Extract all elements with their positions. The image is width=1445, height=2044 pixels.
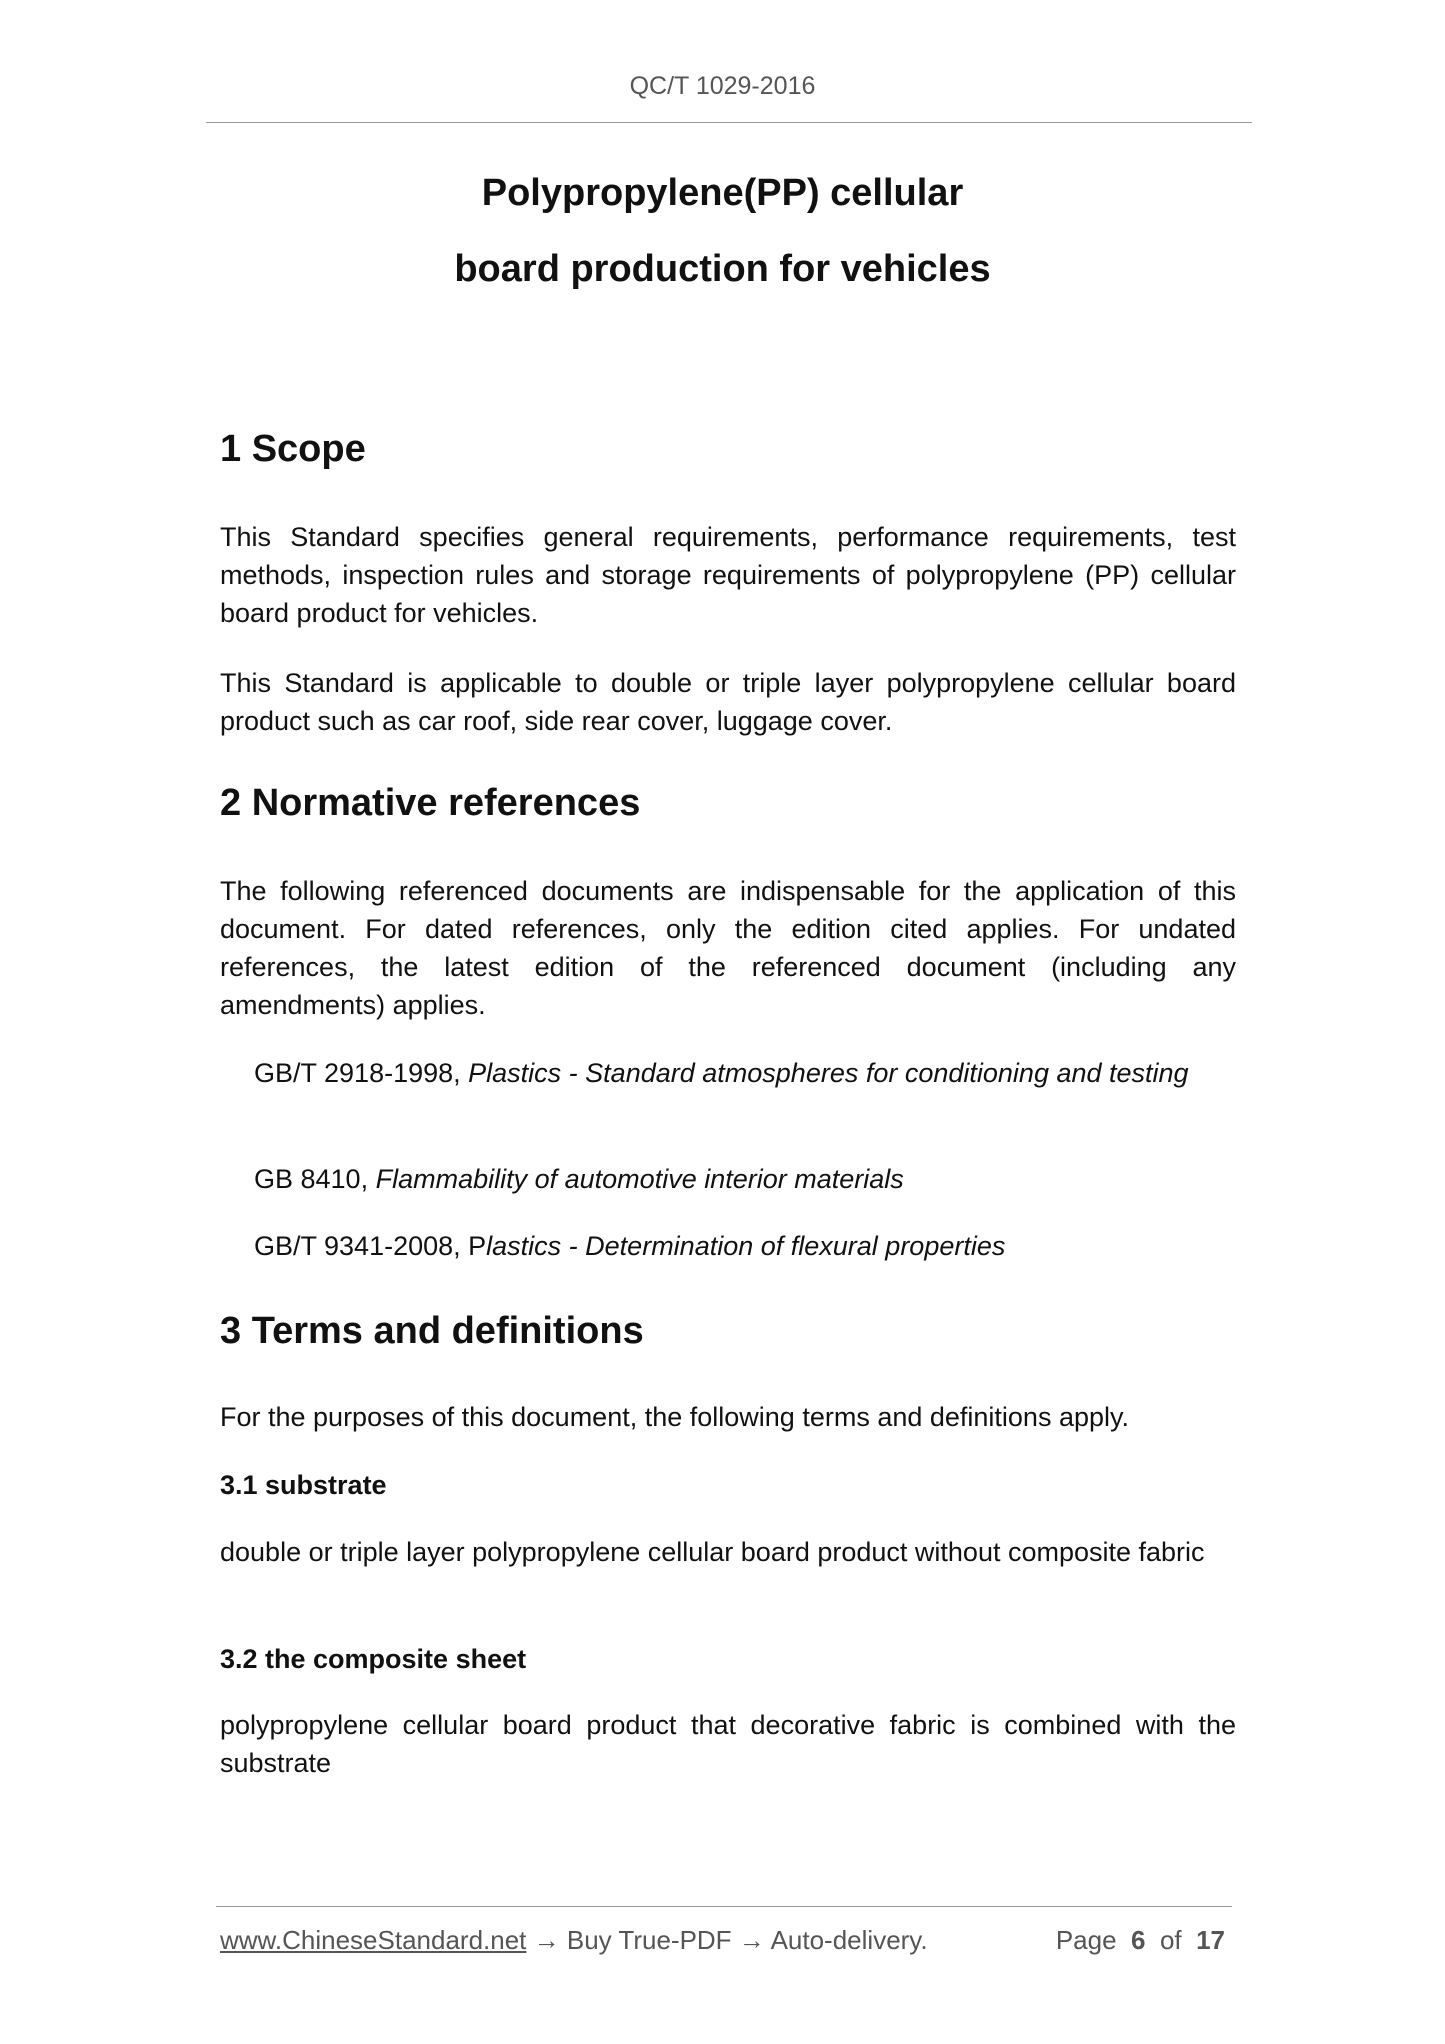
page-indicator <box>1056 1925 1225 1956</box>
reference-title: Plastics - Standard atmospheres for conditioning and testing <box>468 1058 1189 1088</box>
document-code-header: QC/T 1029-2016 <box>629 72 816 100</box>
document-title-line-1: Polypropylene(PP) cellular <box>481 172 964 214</box>
reference-title: lastics - Determination of flexural properties <box>486 1231 1006 1261</box>
reference-code: GB/T 2918-1998, <box>254 1058 469 1088</box>
term-3-2-heading: 3.2 the composite sheet <box>220 1644 527 1674</box>
scope-paragraph-1: This Standard specifies general requirements, performance requirements, test methods, inspection rules and storage requirements of polypropylene (PP) cellular board product for vehicles. <box>220 522 1236 628</box>
term-3-2-definition: polypropylene cellular board product that decorative fabric is combined with the substrate <box>220 1710 1236 1778</box>
page-label: Page <box>1055 1925 1117 1955</box>
footer-tagline: → Buy True-PDF → Auto-delivery. <box>526 1925 928 1955</box>
section-2-heading: 2 Normative references <box>220 782 641 824</box>
terms-intro-paragraph: For the purposes of this document, the following terms and definitions apply. <box>220 1402 1129 1432</box>
reference-title: Flammability of automotive interior materials <box>375 1164 904 1194</box>
section-3-heading: 3 Terms and definitions <box>220 1310 644 1352</box>
scope-paragraph-2: This Standard is applicable to double or triple layer polypropylene cellular board product such as car roof, side rear cover, luggage cover. <box>220 668 1236 736</box>
website-link[interactable]: www.ChineseStandard.net <box>220 1925 527 1955</box>
document-title-line-2: board production for vehicles <box>454 248 991 290</box>
term-3-1-definition: double or triple layer polypropylene cellular board product without composite fabric <box>220 1537 1205 1567</box>
reference-code: GB 8410, <box>254 1164 376 1194</box>
header-divider <box>206 122 1252 123</box>
footer-left <box>220 1925 928 1956</box>
term-3-1-heading: 3.1 substrate <box>220 1470 387 1500</box>
reference-item <box>254 1227 1236 1265</box>
normative-references-paragraph: The following referenced documents are indispensable for the application of this document. For dated references, only the edition cited applies. For undated references, the latest edition of the referenced document (including any amendments) applies. <box>220 876 1236 1020</box>
page-total: 17 <box>1196 1925 1225 1955</box>
footer-divider <box>216 1906 1232 1907</box>
page-number: 6 <box>1131 1925 1146 1955</box>
reference-item <box>254 1054 1236 1092</box>
of-label: of <box>1159 1925 1182 1955</box>
section-1-heading: 1 Scope <box>220 428 366 470</box>
reference-code: GB/T 9341-2008, P <box>254 1231 487 1261</box>
reference-item <box>254 1160 1236 1198</box>
